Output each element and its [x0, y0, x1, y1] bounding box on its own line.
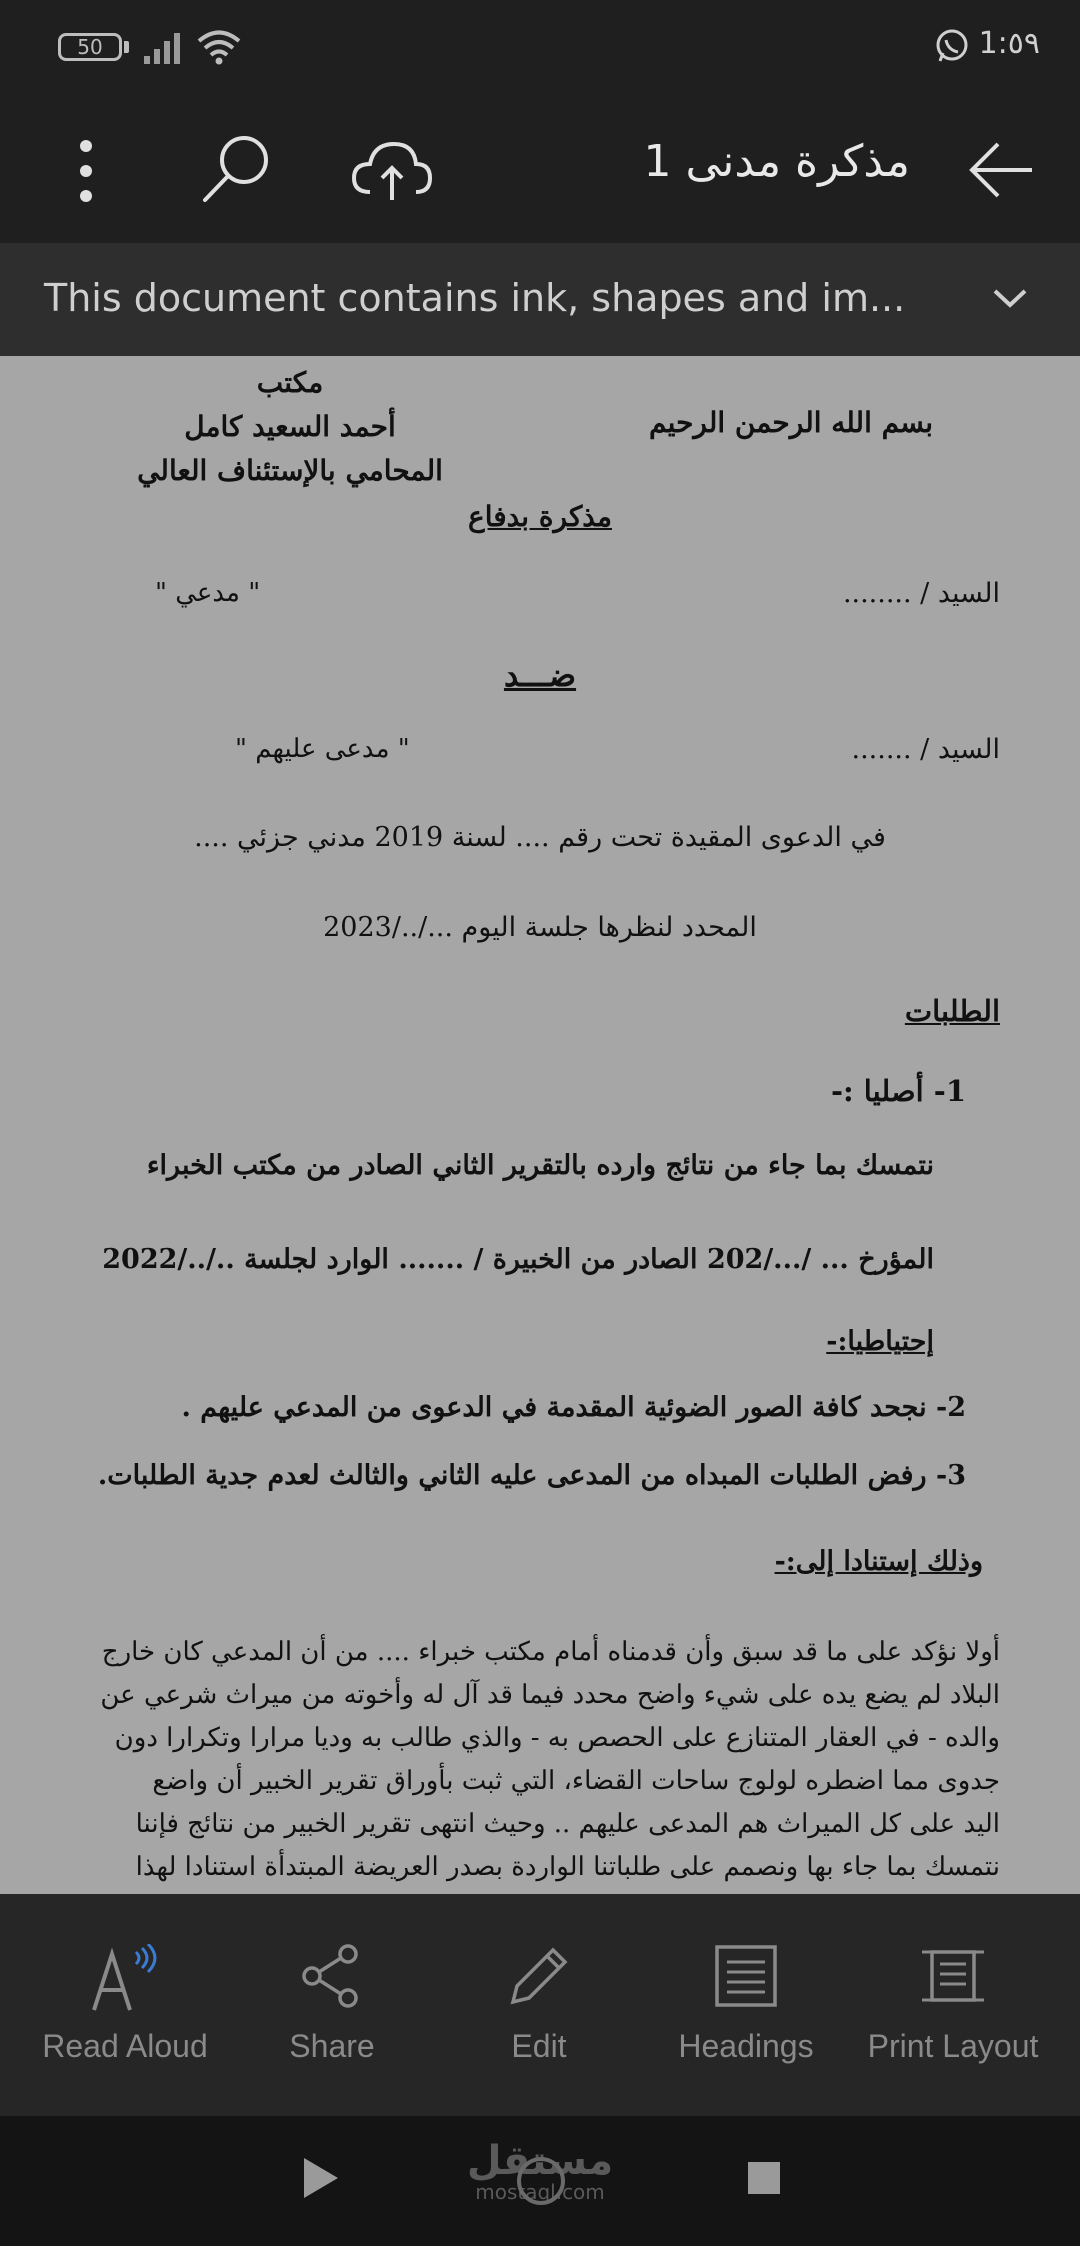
action-label: Edit — [511, 2028, 567, 2064]
lawyer-name: أحمد السعيد كامل — [184, 410, 396, 443]
plaintiff-role: " مدعي " — [155, 578, 261, 608]
document-page[interactable] — [0, 356, 1080, 1894]
action-label: Share — [289, 2028, 375, 2064]
versus-label: ضـــد — [503, 656, 577, 694]
watermark-latin: mostaql.com — [475, 2180, 605, 2204]
battery-tip — [124, 41, 129, 53]
document-title: مذكرة مدنى 1 — [643, 136, 910, 187]
battery-level: 50 — [77, 35, 103, 59]
defendant-line: السيد / ....... — [851, 734, 1000, 765]
search-icon[interactable] — [200, 132, 274, 206]
cloud-upload-icon[interactable] — [350, 138, 434, 204]
lawyer-title: المحامي بالإستئناف العالي — [137, 454, 443, 487]
request-item-2: 2- نجحد كافة الصور الضوئية المقدمة في الدعوى من المدعي عليهم . — [181, 1392, 966, 1423]
pencil-icon — [507, 1944, 571, 2008]
system-nav-bar — [0, 2116, 1080, 2246]
status-bar — [0, 0, 1080, 100]
alternative-heading: إحتياطيا:- — [826, 1326, 934, 1357]
headings-button[interactable] — [643, 1894, 849, 2116]
stop-icon[interactable] — [748, 2162, 780, 2194]
print-layout-button[interactable] — [850, 1894, 1056, 2116]
wifi-icon — [196, 28, 242, 66]
share-button[interactable] — [229, 1894, 435, 2116]
action-label: Read Aloud — [42, 2028, 208, 2064]
primary-heading: 1- أصليا :- — [830, 1074, 966, 1108]
clock: 1:٥٩ — [978, 26, 1040, 61]
paragraph-line: أولا نؤكد على ما قد سبق وأن قدمناه أمام مكتب خبراء .... من أن المدعي كان خارج — [101, 1637, 1000, 1667]
read-aloud-button[interactable] — [22, 1894, 228, 2116]
bottom-action-bar — [0, 1894, 1080, 2116]
signal-icon — [142, 30, 184, 66]
whatsapp-icon — [934, 28, 970, 64]
case-line: في الدعوى المقيدة تحت رقم .... لسنة 2019 مدني جزئي .... — [194, 822, 886, 853]
office-label: مكتب — [256, 366, 324, 399]
action-label: Headings — [678, 2028, 814, 2064]
memo-title: مذكرة بدفاع — [467, 500, 612, 533]
paragraph-line: اليد على كل الميراث هم المدعى عليهم .. وحيث انتهى تقرير الخبير من نتائج فإننا — [135, 1809, 1000, 1839]
app-toolbar — [0, 100, 1080, 243]
primary-line-1: نتمسك بما جاء من نتائج وارده بالتقرير الثاني الصادر من مكتب الخبراء — [146, 1150, 934, 1181]
request-item-3: 3- رفض الطلبات المبداه من المدعى عليه الثاني والثالث لعدم جدية الطلبات. — [97, 1460, 966, 1491]
share-icon — [300, 1944, 364, 2008]
battery-icon — [58, 33, 122, 61]
chevron-down-icon[interactable] — [992, 283, 1028, 313]
paragraph-line: جدوى مما اضطره لولوج ساحات القضاء، التي ثبت بأوراق تقرير الخبير أن واضع — [152, 1766, 1000, 1796]
paragraph-line: والده - في العقار المتنازع على الحصص به - والذي طالب به وديا مرارا وتكرارا دون — [114, 1723, 1000, 1753]
back-arrow-icon[interactable] — [966, 140, 1036, 200]
info-banner[interactable] — [0, 243, 1080, 356]
primary-line-2: المؤرخ ... /.../202 الصادر من الخبيرة / ....... الوارد لجلسة ../../2022 — [102, 1244, 934, 1275]
action-label: Print Layout — [867, 2028, 1039, 2064]
requests-heading: الطلبات — [904, 994, 1000, 1028]
edit-button[interactable] — [436, 1894, 642, 2116]
print-layout-icon — [918, 1944, 988, 2008]
basmala: بسم الله الرحمن الرحيم — [649, 406, 933, 439]
more-options-icon[interactable] — [66, 136, 106, 206]
play-icon[interactable] — [300, 2156, 340, 2200]
banner-text: This document contains ink, shapes and im... — [44, 276, 906, 320]
session-line: المحدد لنظرها جلسة اليوم .../../2023 — [323, 912, 757, 943]
plaintiff-line: السيد / ........ — [842, 578, 1000, 609]
basis-paragraph — [80, 1631, 1000, 1889]
read-aloud-icon — [80, 1944, 170, 2014]
paragraph-line: نتمسك بما جاء بها ونصمم على طلباتنا الواردة بصدر العريضة المبتدأة استنادا لهذا — [135, 1852, 1000, 1882]
home-icon[interactable] — [514, 2154, 568, 2208]
paragraph-line: البلاد لم يضع يده على شيء واضح محدد فيما قد آل له وأخوته من ميراث شرعي عن — [100, 1680, 1000, 1710]
watermark-arabic: مستقل — [466, 2138, 614, 2184]
headings-icon — [714, 1944, 778, 2008]
defendant-role: " مدعى عليهم " — [235, 734, 410, 764]
basis-heading: وذلك إستنادا إلى:- — [774, 1546, 983, 1577]
